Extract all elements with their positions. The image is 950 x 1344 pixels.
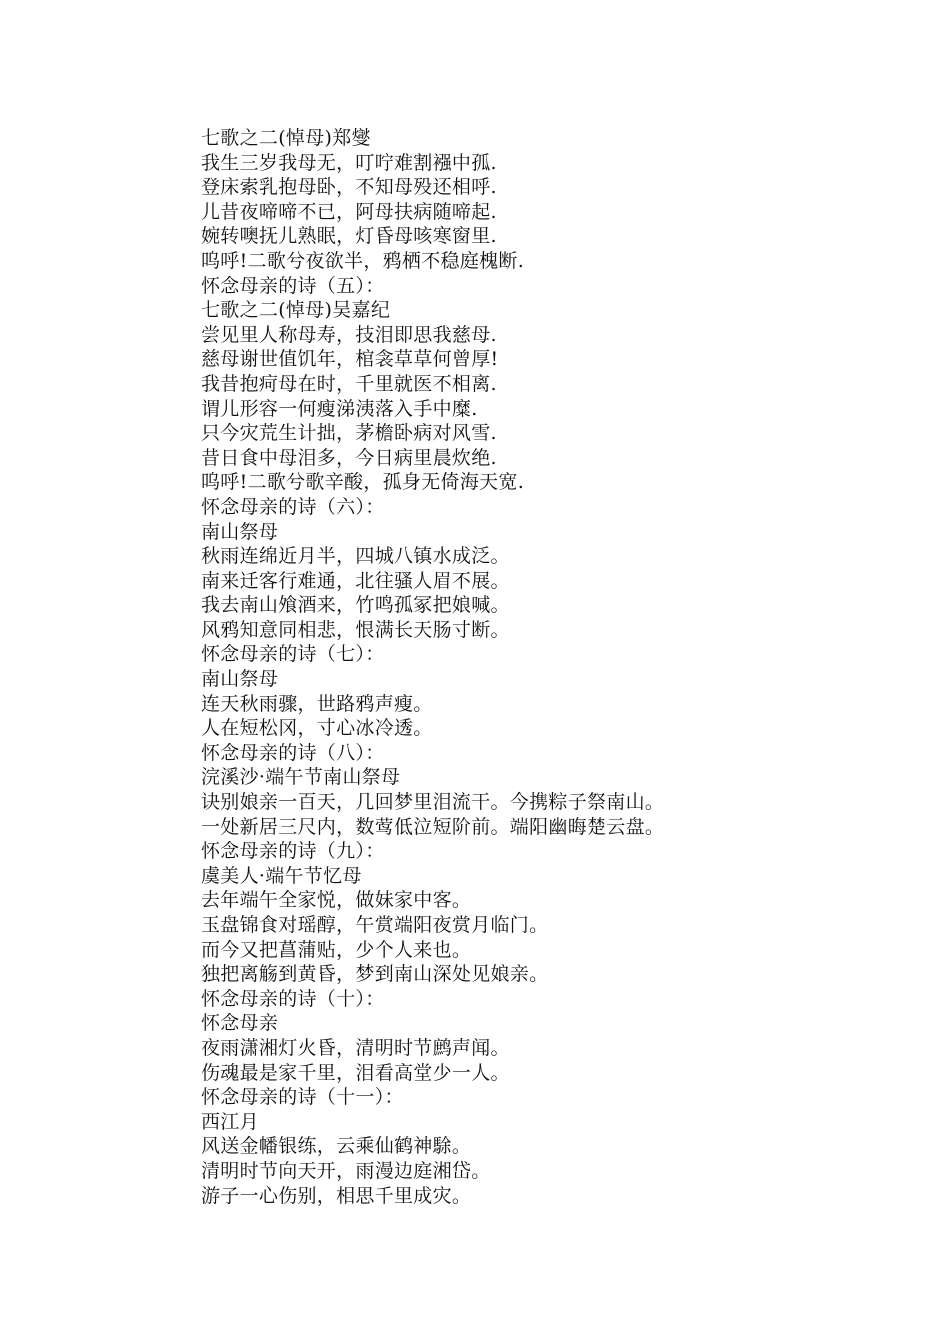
text-line: 怀念母亲的诗（五）： [201,274,385,297]
text-line: 尝见里人称母寿，技泪即思我慈母. [201,323,497,346]
text-line: 呜呼!二歌兮歌辛酸，孤身无倚海天宽. [201,471,525,494]
text-line: 儿昔夜啼啼不已，阿母扶病随啼起. [201,200,497,223]
text-line: 虞美人·端午节忆母 [201,864,362,887]
text-line: 连天秋雨骤，世路鸦声瘦。 [201,692,433,715]
text-line: 慈母谢世值饥年，棺衾草草何曾厚! [201,348,499,371]
text-line: 昔日食中母泪多，今日病里晨炊绝. [201,446,497,469]
text-line: 登床索乳抱母卧，不知母殁还相呼. [201,176,497,199]
text-line: 玉盘锦食对瑶醇，午赏端阳夜赏月临门。 [201,914,549,936]
text-line: 诀别娘亲一百天，几回梦里泪流干。今携粽子祭南山。 [201,791,665,814]
text-line: 南山祭母 [201,668,279,691]
text-line: 婉转噢抚儿熟眠，灯昏母咳寒窗里. [201,225,497,248]
text-line: 怀念母亲的诗（十一）： [201,1086,404,1109]
text-line: 游子一心伤别，相思千里成灾。 [201,1184,472,1207]
text-line: 只今灾荒生计拙，茅檐卧病对风雪. [201,422,497,445]
text-line: 南来迁客行难通，北往骚人眉不展。 [201,569,510,592]
text-line: 秋雨连绵近月半，四城八镇水成泛。 [201,545,510,568]
text-line: 伤魂最是家千里，泪看高堂少一人。 [201,1061,510,1084]
text-line: 怀念母亲的诗（十）： [201,987,385,1010]
text-line: 西江月 [201,1110,259,1133]
text-line: 风鸦知意同相悲，恨满长天肠寸断。 [201,618,510,641]
text-line: 浣溪沙·端午节南山祭母 [201,766,401,789]
text-line: 清明时节向天开，雨漫边庭湘岱。 [201,1159,491,1182]
text-line: 怀念母亲的诗（六）： [201,495,385,518]
text-line: 七歌之二(悼母)吴嘉纪 [201,299,391,322]
document-page [201,126,901,1208]
text-line: 独把离觞到黄昏，梦到南山深处见娘亲。 [201,963,549,986]
text-line: 谓儿形容一何瘦涕洟落入手中糜. [201,397,478,420]
text-line: 南山祭母 [201,520,279,543]
text-line: 我生三岁我母无，叮咛难割襁中孤. [201,151,497,174]
text-line: 怀念母亲的诗（八）： [201,741,385,764]
text-line: 怀念母亲的诗（七）： [201,643,385,666]
text-line: 人在短松冈，寸心冰冷透。 [201,717,433,740]
text-line: 七歌之二(悼母)郑燮 [201,127,371,149]
text-line: 我昔抱疴母在时，千里就医不相离. [201,372,497,395]
text-line: 呜呼!二歌兮夜欲半，鸦栖不稳庭槐断. [201,249,525,272]
text-line: 夜雨潇湘灯火昏，清明时节鹧声闻。 [201,1036,510,1059]
text-line: 风送金幡银练，云乘仙鹤神駼。 [201,1135,472,1158]
text-line: 一处新居三尺内，数莺低泣短阶前。端阳幽晦楚云盘。 [201,815,665,838]
text-line: 我去南山飧酒来，竹鸣孤冢把娘喊。 [201,594,510,617]
text-line: 而今又把菖蒲贴，少个人来也。 [201,938,472,961]
text-line: 怀念母亲的诗（九）： [201,840,385,863]
text-line: 怀念母亲 [201,1012,279,1035]
text-line: 去年端午全家悦，做妹家中客。 [201,889,472,912]
